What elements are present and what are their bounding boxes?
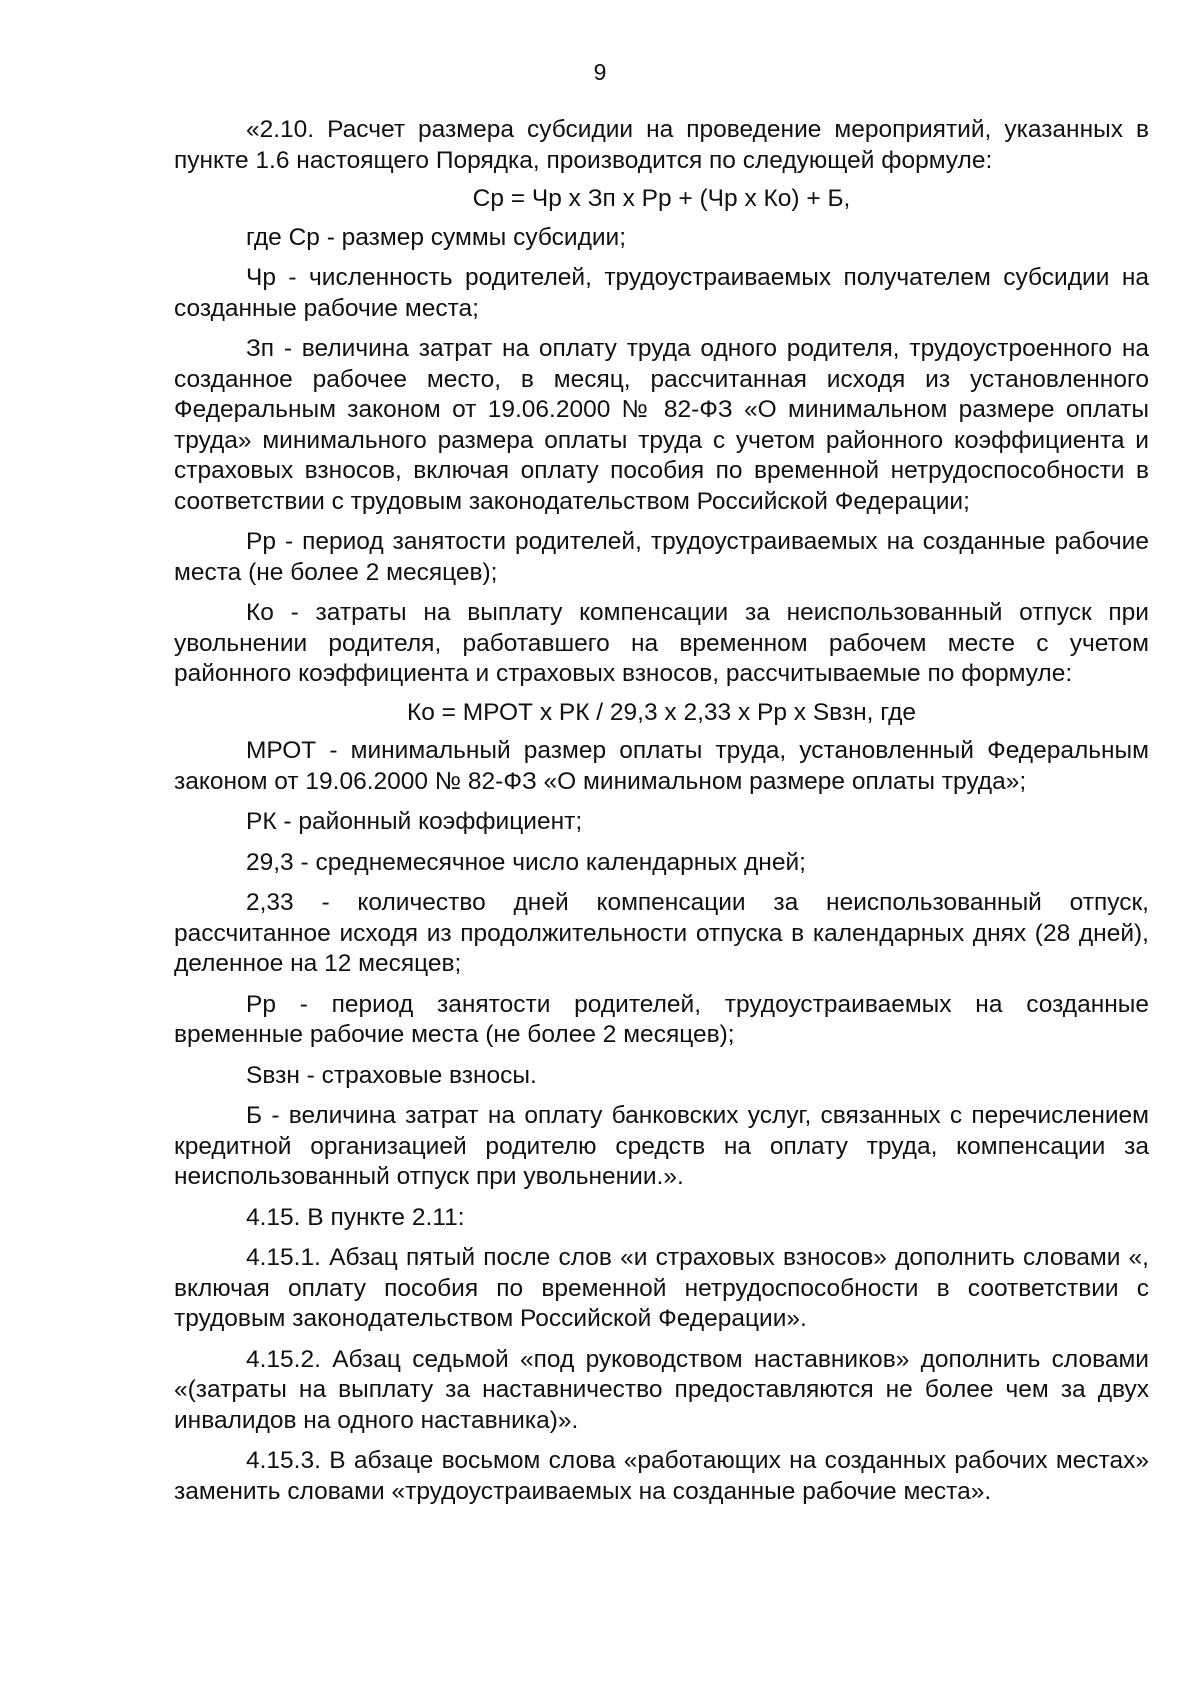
paragraph-4-15-3: 4.15.3. В абзаце восьмом слова «работающих на созданных рабочих местах» заменить словами «трудоустраиваемых на созданные рабочие места».	[174, 1447, 1149, 1505]
paragraph-4-15-2: 4.15.2. Абзац седьмой «под руководством наставников» дополнить словами «(затраты на выплату за наставничество предоставляются не более чем за двух инвалидов на одного наставника)».	[174, 1345, 1149, 1434]
definition-rk: РК - районный коэффициент;	[246, 808, 583, 835]
definition-rr-temporary: Рр - период занятости родителей, трудоустраиваемых на созданные временные рабочие места (не более 2 месяцев);	[174, 990, 1149, 1048]
page-number: 9	[593, 59, 607, 85]
definition-cp: где Ср - размер суммы субсидии;	[246, 223, 627, 251]
document-body	[174, 115, 1149, 1517]
definition-chr: Чр - численность родителей, трудоустраиваемых получателем субсидии на созданные рабочие места;	[174, 264, 1149, 322]
formula-subsidy: Ср = Чр х Зп х Рр + (Чр х Ко) + Б,	[472, 185, 851, 212]
formula-ko: Ко = МРОТ х РК / 29,3 х 2,33 х Рр х Sвзн, где	[406, 698, 917, 726]
definition-2-33: 2,33 - количество дней компенсации за неиспользованный отпуск, рассчитанное исходя из продолжительности отпуска в календарных днях (28 дней), деленное на 12 месяцев;	[174, 889, 1149, 977]
definition-29-3: 29,3 - среднемесячное число календарных дней;	[246, 848, 806, 876]
definition-ko: Ко - затраты на выплату компенсации за неиспользованный отпуск при увольнении родителя, работавшего на временном рабочем месте с учетом районного коэффициента и страховых взносов, рассчитываемые по формуле:	[174, 599, 1149, 687]
definition-zp: Зп - величина затрат на оплату труда одного родителя, трудоустроенного на созданное рабочее место, в месяц, рассчитанная исходя из установленного Федеральным законом от 19.06.2000 № 82-ФЗ «О минимальном размере оплаты труда» минимального размера оплаты труда с учетом районного коэффициента и страховых взносов, включая оплату пособия по временной нетрудоспособности в соответствии с трудовым законодательством Российской Федерации;	[174, 335, 1149, 515]
definition-rr: Рр - период занятости родителей, трудоустраиваемых на созданные рабочие места (не более 2 месяцев);	[174, 528, 1149, 586]
paragraph-4-15: 4.15. В пункте 2.11:	[246, 1203, 465, 1231]
paragraph-4-15-1: 4.15.1. Абзац пятый после слов «и страховых взносов» дополнить словами «, включая оплату пособия по временной нетрудоспособности в соответствии с трудовым законодательством Российской Федерации».	[174, 1244, 1149, 1332]
definition-b: Б - величина затрат на оплату банковских услуг, связанных с перечислением кредитной организацией родителю средств на оплату труда, компенсации за неиспользованный отпуск при увольнении.».	[174, 1102, 1149, 1190]
paragraph-2-10-intro: «2.10. Расчет размера субсидии на проведение мероприятий, указанных в пункте 1.6 настоящего Порядка, производится по следующей формуле:	[174, 116, 1149, 174]
definition-svzn: Sвзн - страховые взносы.	[246, 1061, 537, 1089]
definition-mrot: МРОТ - минимальный размер оплаты труда, установленный Федеральным законом от 19.06.2000 № 82-ФЗ «О минимальном размере оплаты труда»;	[174, 737, 1149, 795]
